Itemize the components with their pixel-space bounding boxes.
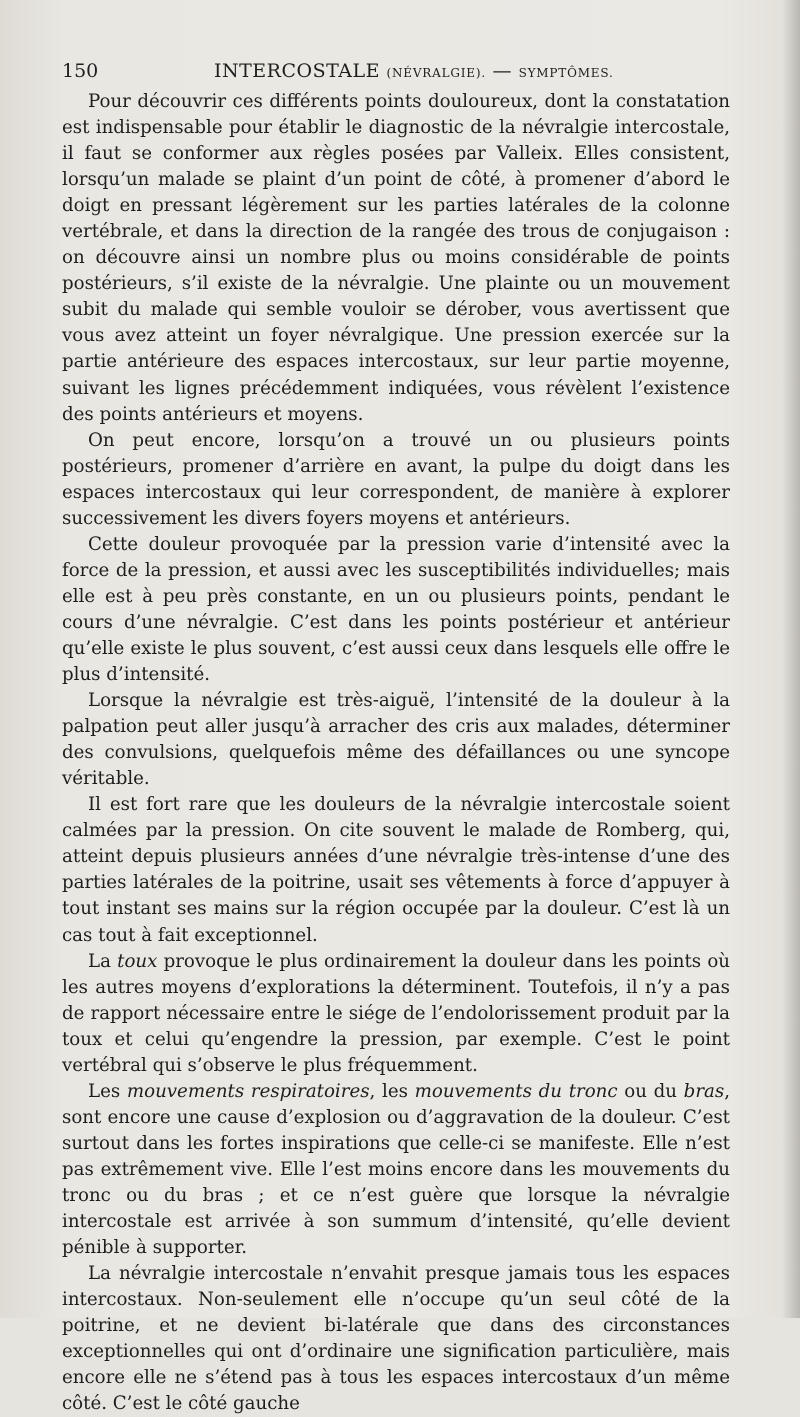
running-title-main: INTERCOSTALE <box>214 60 380 82</box>
text-run: Les <box>88 1080 127 1102</box>
paragraph <box>62 532 730 688</box>
page-edge-shadow <box>782 0 800 1318</box>
text-run: provoque le plus ordinairement la douleur dans les points où les autres moyens d’explorations la déterminent. Toutefois, il n’y a pas de rapport nécessaire entre le siége de l’endolorissement produit par la toux et celui qu’engendre la pression, par exemple. C’est le point vertébral qui s’observe le plus fréquemment. <box>62 950 731 1076</box>
running-header <box>62 56 738 86</box>
text-run: On peut encore, lorsqu’on a trouvé un ou plusieurs points postérieurs, promener d’arrière en avant, la pulpe du doigt dans les espaces intercostaux qui leur correspondent, de manière à explorer successivement les divers foyers moyens et antérieurs. <box>62 429 730 529</box>
italic-term: mouvements du tronc <box>414 1080 618 1102</box>
body-text <box>62 89 730 1417</box>
paragraph <box>62 792 730 948</box>
text-run: Lorsque la névralgie est très-aiguë, l’intensité de la douleur à la palpation peut aller jusqu’à arracher des cris aux malades, déterminer des convulsions, quelquefois même des défaillances ou une syncope véritable. <box>62 690 730 790</box>
text-run: Pour découvrir ces différents points douloureux, dont la constatation est indispensable pour établir le diagnostic de la névralgie intercostale, il faut se conformer aux règles posées par Valleix. Elles consistent, lorsqu’un malade se plaint d’un point de côté, à promener d’abord le doigt en pressant légèrement sur les parties latérales de la colonne vertébrale, et dans la direction de la rangée des trous de conjugaison : on découvre ainsi un nombre plus ou moins considérable de points postérieurs, s’il existe de la névralgie. Une plainte ou un mouvement subit du malade qui semble vouloir se dérober, vous avertissent que vous avez atteint un foyer névralgique. Une pression exercée sur la partie antérieure des espaces intercostaux, sur leur partie moyenne, suivant les lignes précédemment indiquées, vous révèlent l’existence des points antérieurs et moyens. <box>62 91 730 425</box>
italic-term: mouvements respiratoires <box>126 1080 370 1102</box>
paragraph <box>62 89 730 428</box>
paragraph <box>62 688 730 792</box>
text-run: ou du <box>617 1080 684 1102</box>
running-title-dash: — <box>492 60 513 82</box>
text-run: , sont encore une cause d’explosion ou d’aggravation de la douleur. C’est surtout dans les fortes inspirations que celle-ci se manifeste. Elle n’est pas extrêmement vive. Elle l’est moins encore dans les mouvements du tronc ou du bras ; et ce n’est guère que lorsque la névralgie intercostale est arrivée à son summum d’intensité, qu’elle devient pénible à supporter. <box>62 1080 730 1259</box>
text-run: La <box>88 950 118 972</box>
italic-term: toux <box>117 950 158 972</box>
paragraph <box>62 428 730 532</box>
paragraph <box>62 949 730 1079</box>
text-run: Il est fort rare que les douleurs de la névralgie intercostale soient calmées par la pression. On cite souvent le malade de Romberg, qui, atteint depuis plusieurs années d’une névralgie très-intense d’une des parties latérales de la poitrine, usait ses vêtements à force d’appuyer à tout instant ses mains sur la région occupée par la douleur. C’est là un cas tout à fait exceptionnel. <box>62 794 730 946</box>
paragraph <box>62 1079 730 1261</box>
text-run: Cette douleur provoquée par la pression varie d’intensité avec la force de la pression, et aussi avec les susceptibilités individuelles; mais elle est à peu près constante, en un ou plusieurs points, pendant le cours d’une névralgie. C’est dans les points postérieur et antérieur qu’elle existe le plus souvent, c’est aussi ceux dans lesquels elle offre le plus d’intensité. <box>62 533 730 686</box>
paragraph <box>62 1261 730 1417</box>
page-number: 150 <box>62 60 99 82</box>
text-run: La névralgie intercostale n’envahit presque jamais tous les espaces intercostaux. Non-seulement elle n’occupe qu’un seul côté de la poitrine, et ne devient bi-latérale que dans des circonstances exceptionnelles qui ont d’ordinaire une signification particulière, mais encore elle ne s’étend pas à tous les espaces intercostaux d’un même côté. C’est le côté gauche <box>62 1263 730 1415</box>
text-run: , les <box>369 1080 415 1102</box>
running-title-paren: (NÉVRALGIE). <box>386 66 486 80</box>
running-title <box>214 56 614 88</box>
italic-term: bras <box>683 1080 725 1102</box>
running-title-section: SYMPTÔMES. <box>518 66 614 80</box>
